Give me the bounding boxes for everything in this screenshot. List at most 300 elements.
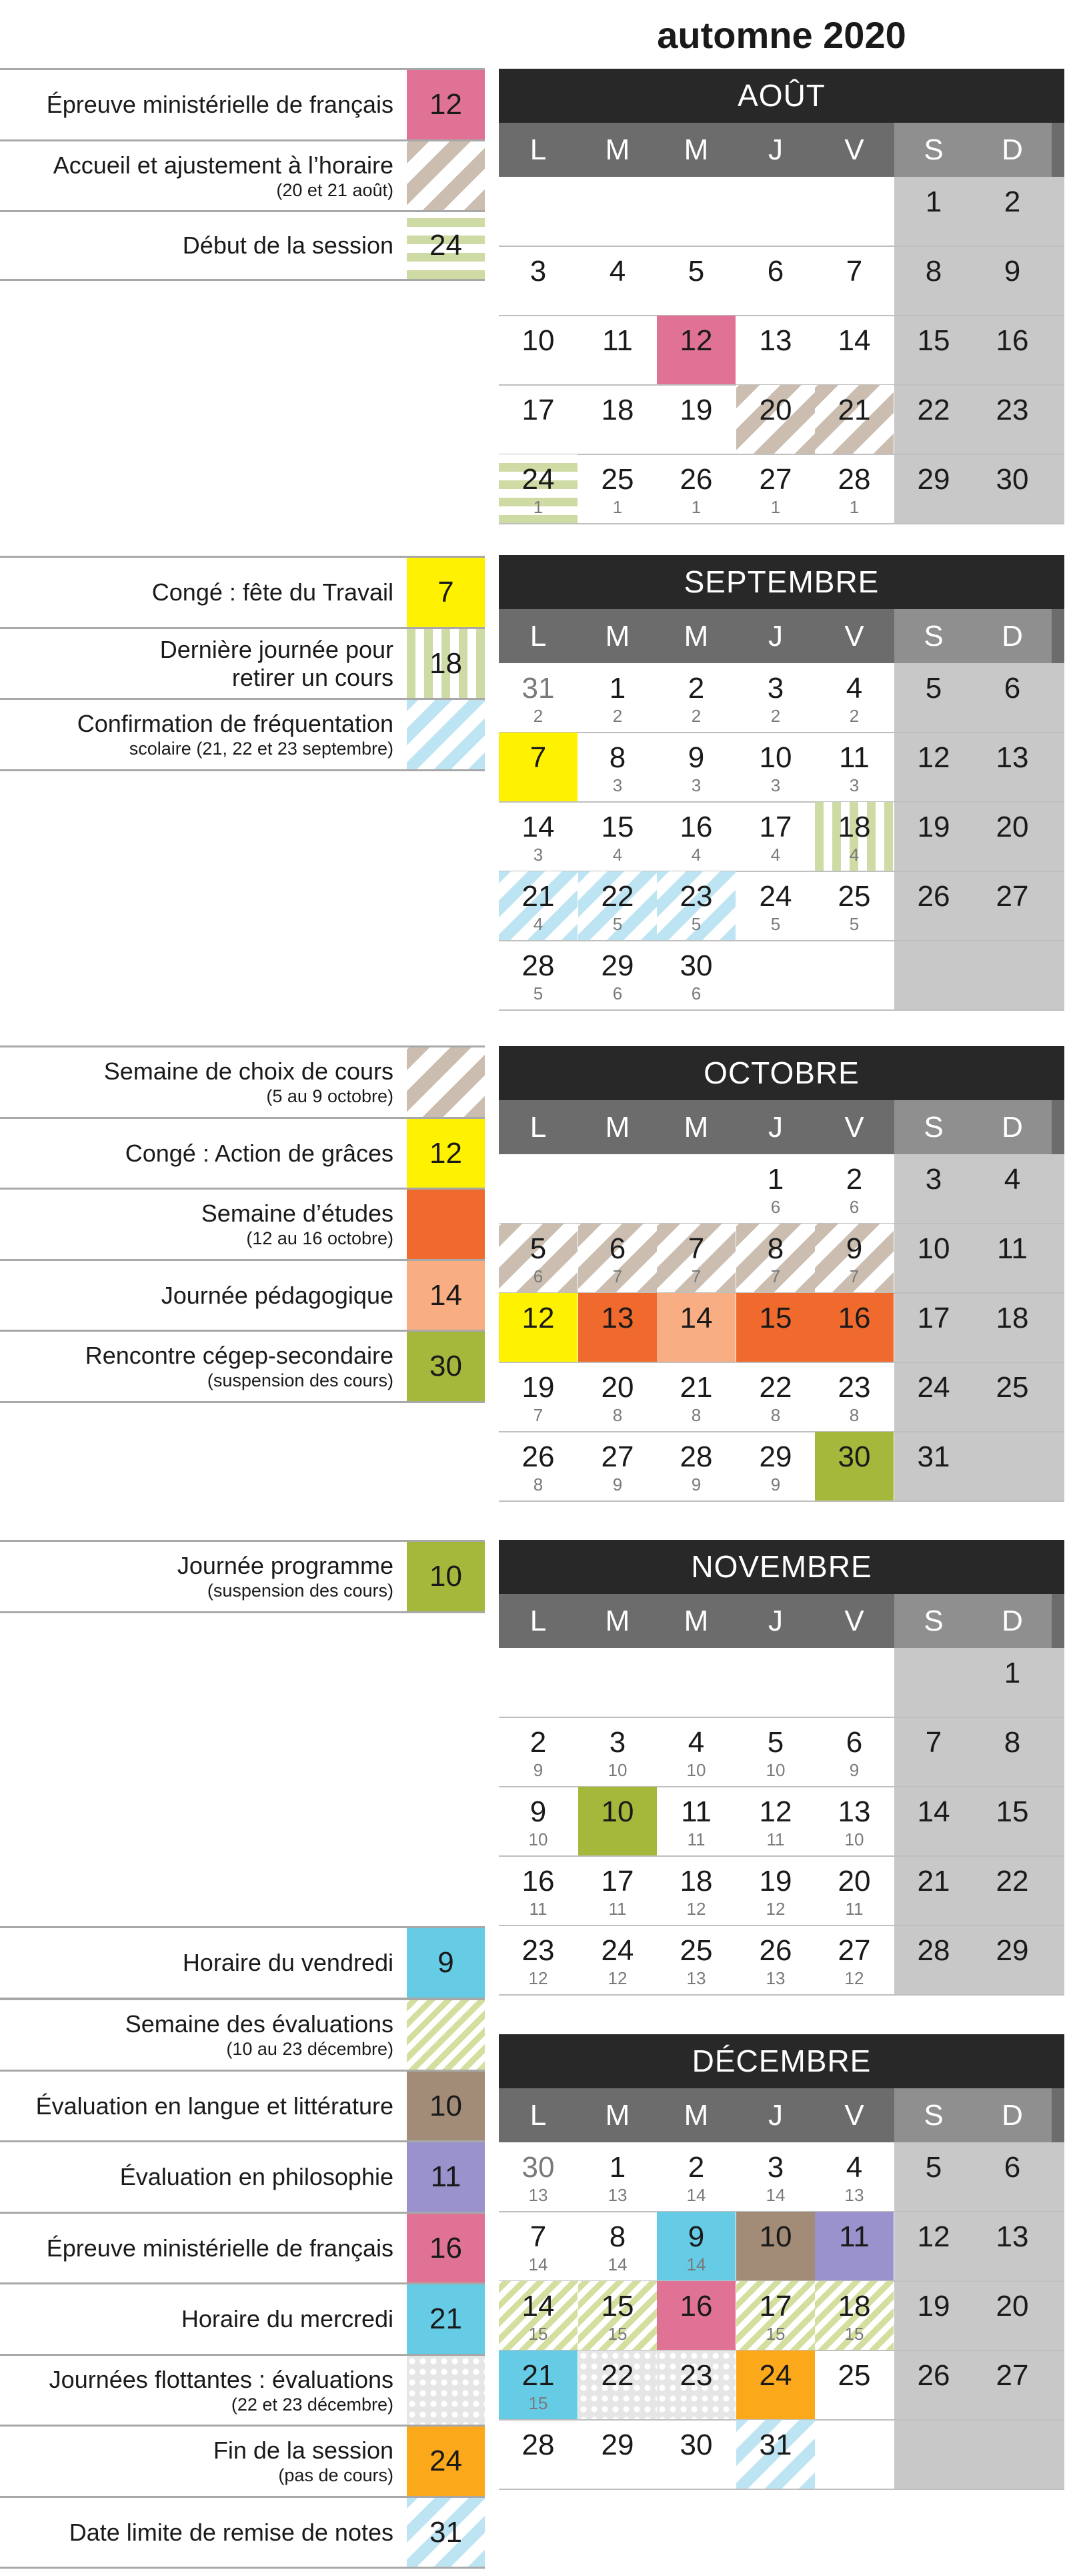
week-number: 1: [770, 497, 781, 517]
week-number: 15: [528, 2393, 548, 2413]
day-cell[interactable]: [578, 1362, 657, 1432]
day-cell[interactable]: [499, 246, 578, 316]
day-cell[interactable]: [578, 802, 657, 871]
day-number: 12: [917, 741, 950, 774]
legend-label-text: Rencontre cégep-secondaire: [85, 1342, 393, 1369]
day-cell[interactable]: [578, 1717, 657, 1787]
day-cell[interactable]: [973, 733, 1052, 802]
day-number: 23: [680, 880, 713, 913]
day-number: 7: [529, 2220, 547, 2253]
day-cell[interactable]: [578, 1925, 657, 1995]
legend-label: [0, 151, 393, 201]
week-number: 7: [691, 1266, 702, 1286]
day-number: 10: [917, 1232, 950, 1265]
week-number: 14: [766, 2185, 786, 2205]
week-number: 4: [533, 914, 544, 934]
day-cell[interactable]: [973, 2350, 1052, 2420]
day-cell[interactable]: [657, 663, 736, 733]
legend-swatch-beige: [407, 1047, 485, 1117]
legend-swatch-date: 12: [429, 88, 462, 121]
day-cell[interactable]: [499, 1856, 578, 1925]
day-number: 28: [521, 949, 555, 982]
day-cell[interactable]: [973, 2281, 1052, 2350]
day-number: 2: [688, 2151, 705, 2184]
day-cell[interactable]: [499, 1293, 578, 1362]
day-cell[interactable]: [499, 941, 578, 1010]
day-cell[interactable]: [657, 316, 736, 385]
day-number: 18: [680, 1865, 713, 1897]
day-cell[interactable]: [894, 2350, 973, 2420]
day-cell[interactable]: [973, 1224, 1052, 1293]
week-number: 11: [608, 1899, 627, 1919]
legend-divider: [0, 279, 485, 281]
week-number: 10: [528, 1829, 548, 1849]
legend-swatch-blue: [407, 2498, 485, 2567]
day-cell[interactable]: [736, 663, 815, 733]
legend-label-text: Journée pédagogique: [161, 1281, 393, 1309]
legend-label-text: Début de la session: [182, 232, 393, 259]
day-cell[interactable]: [973, 2212, 1052, 2281]
row-divider: [499, 523, 1064, 524]
week-number: 14: [528, 2254, 548, 2274]
day-number: 16: [838, 1302, 871, 1334]
day-cell[interactable]: [736, 246, 815, 316]
day-cell[interactable]: [815, 1154, 894, 1224]
week-number: 13: [844, 2185, 864, 2205]
day-cell[interactable]: [578, 246, 657, 316]
day-number: 24: [759, 880, 792, 913]
day-cell[interactable]: [815, 2281, 894, 2350]
legend-label: [0, 232, 393, 260]
day-cell[interactable]: [973, 1293, 1052, 1362]
legend-sublabel: (10 au 23 décembre): [226, 2039, 393, 2059]
day-number: 15: [996, 1795, 1029, 1828]
day-cell[interactable]: [657, 385, 736, 454]
weekday-label: V: [844, 620, 864, 653]
day-cell[interactable]: [894, 663, 973, 733]
week-number: 7: [849, 1266, 860, 1286]
day-cell[interactable]: [736, 802, 815, 871]
day-cell[interactable]: [736, 2212, 815, 2281]
day-number: 6: [1004, 2151, 1021, 2184]
day-number: 8: [925, 255, 942, 288]
day-cell[interactable]: [736, 871, 815, 941]
day-cell[interactable]: [736, 316, 815, 385]
day-cell[interactable]: [578, 1224, 657, 1293]
day-cell[interactable]: [815, 663, 894, 733]
day-number: 12: [759, 1795, 792, 1828]
day-cell[interactable]: [973, 246, 1052, 316]
weekday-label: S: [894, 609, 973, 663]
day-cell[interactable]: [736, 1432, 815, 1501]
day-cell[interactable]: [894, 733, 973, 802]
day-cell[interactable]: [894, 177, 973, 246]
day-cell[interactable]: [736, 1154, 815, 1224]
weekday-label: V: [844, 1111, 864, 1144]
day-cell[interactable]: [578, 871, 657, 941]
day-cell[interactable]: [736, 454, 815, 524]
day-cell[interactable]: [499, 385, 578, 454]
day-cell[interactable]: [894, 1856, 973, 1925]
week-number: 8: [770, 1405, 781, 1425]
day-cell[interactable]: [973, 1787, 1052, 1856]
day-number: 26: [917, 2359, 950, 2392]
day-cell[interactable]: [815, 1362, 894, 1432]
day-cell[interactable]: [578, 316, 657, 385]
weekday-label: D: [973, 1100, 1052, 1154]
day-number: 19: [917, 2290, 950, 2322]
day-number: 14: [917, 1795, 950, 1828]
week-number: 6: [691, 983, 702, 1003]
legend-swatch-beige: [407, 141, 485, 210]
legend-swatch-date: 14: [429, 1278, 462, 1312]
day-number: 18: [601, 394, 634, 426]
day-number: 4: [609, 255, 626, 288]
day-cell[interactable]: [815, 802, 894, 871]
weekday-label: M: [605, 1111, 630, 1144]
day-cell[interactable]: [657, 1224, 736, 1293]
day-cell[interactable]: [499, 663, 578, 733]
day-number: 1: [1004, 1657, 1021, 1689]
day-number: 11: [839, 741, 870, 774]
day-cell[interactable]: [657, 871, 736, 941]
day-cell[interactable]: [973, 1717, 1052, 1787]
legend-label-text: Semaine de choix de cours: [103, 1057, 393, 1085]
day-cell[interactable]: [894, 1224, 973, 1293]
day-cell[interactable]: [657, 941, 736, 1010]
day-cell[interactable]: [894, 871, 973, 941]
day-cell[interactable]: [736, 1224, 815, 1293]
day-cell[interactable]: [657, 2350, 736, 2420]
day-number: 4: [688, 1726, 705, 1759]
week-number: 10: [608, 1760, 628, 1780]
day-number: 16: [680, 811, 713, 843]
day-cell[interactable]: [894, 1293, 973, 1362]
day-number: 11: [681, 1795, 712, 1828]
weekday-label: M: [605, 620, 630, 653]
week-number: 7: [533, 1405, 544, 1425]
day-cell[interactable]: [657, 454, 736, 524]
legend-divider: [0, 1401, 485, 1403]
day-cell[interactable]: [657, 1925, 736, 1995]
day-number: 12: [917, 2220, 950, 2253]
day-cell[interactable]: [815, 1856, 894, 1925]
day-cell[interactable]: [578, 2281, 657, 2350]
legend-swatch-vgreen: [407, 629, 485, 698]
day-number: 22: [996, 1865, 1029, 1897]
day-cell[interactable]: [736, 1787, 815, 1856]
day-cell[interactable]: [657, 1362, 736, 1432]
day-cell[interactable]: [894, 1925, 973, 1995]
day-cell[interactable]: [894, 2281, 973, 2350]
day-cell[interactable]: [657, 1856, 736, 1925]
legend-sublabel: (suspension des cours): [207, 1581, 393, 1601]
day-cell[interactable]: [499, 316, 578, 385]
day-number: 24: [521, 463, 555, 496]
day-number: 5: [925, 672, 942, 705]
day-cell[interactable]: [499, 1432, 578, 1501]
day-number: 10: [601, 1795, 634, 1828]
day-cell[interactable]: [894, 1432, 973, 1501]
day-cell[interactable]: [973, 454, 1052, 524]
week-number: 6: [612, 983, 623, 1003]
day-number: 27: [759, 463, 792, 496]
day-cell[interactable]: [578, 2350, 657, 2420]
day-cell[interactable]: [973, 316, 1052, 385]
legend-swatch-date: 11: [430, 2160, 461, 2193]
weekday-label: J: [768, 1111, 783, 1144]
day-cell[interactable]: [736, 733, 815, 802]
day-cell[interactable]: [736, 2281, 815, 2350]
day-number: 1: [609, 2151, 626, 2184]
day-cell[interactable]: [973, 1154, 1052, 1224]
day-cell[interactable]: [499, 733, 578, 802]
day-cell[interactable]: [894, 802, 973, 871]
day-number: 30: [838, 1440, 871, 1473]
day-cell[interactable]: [657, 1432, 736, 1501]
legend-divider: [0, 2567, 485, 2569]
day-cell[interactable]: [815, 2350, 894, 2420]
day-cell[interactable]: [894, 2142, 973, 2212]
day-cell[interactable]: [815, 1717, 894, 1787]
day-number: 20: [838, 1865, 871, 1897]
legend-swatch-salmon: [407, 1261, 485, 1330]
day-cell[interactable]: [578, 385, 657, 454]
day-cell[interactable]: [973, 1362, 1052, 1432]
day-number: 6: [767, 255, 784, 288]
day-number: 13: [996, 741, 1029, 774]
day-cell[interactable]: [894, 1362, 973, 1432]
day-cell[interactable]: [578, 663, 657, 733]
day-number: 22: [917, 394, 950, 426]
day-number: 3: [609, 1726, 626, 1759]
day-cell[interactable]: [894, 1717, 973, 1787]
day-number: 10: [759, 741, 792, 774]
day-cell[interactable]: [657, 733, 736, 802]
week-number: 2: [533, 706, 544, 726]
week-number: 15: [608, 2324, 628, 2344]
day-cell[interactable]: [736, 1717, 815, 1787]
week-number: 11: [845, 1899, 864, 1919]
week-number: 13: [608, 2185, 628, 2205]
day-cell[interactable]: [894, 246, 973, 316]
weekday-row: [499, 1100, 1064, 1154]
day-cell[interactable]: [578, 1787, 657, 1856]
week-number: 11: [687, 1829, 706, 1849]
day-cell[interactable]: [894, 385, 973, 454]
day-cell[interactable]: [499, 1787, 578, 1856]
weekday-label: D: [973, 1594, 1052, 1648]
day-cell[interactable]: [815, 871, 894, 941]
legend-swatch-yellow: [407, 558, 485, 627]
day-cell[interactable]: [894, 316, 973, 385]
day-cell[interactable]: [499, 454, 578, 524]
day-cell[interactable]: [657, 1787, 736, 1856]
day-cell[interactable]: [657, 1293, 736, 1362]
day-cell[interactable]: [894, 454, 973, 524]
day-cell[interactable]: [894, 1154, 973, 1224]
day-number: 18: [838, 811, 871, 843]
day-cell[interactable]: [578, 733, 657, 802]
day-cell[interactable]: [973, 1856, 1052, 1925]
day-cell[interactable]: [499, 2281, 578, 2350]
day-number: 30: [680, 949, 713, 982]
day-cell[interactable]: [657, 2281, 736, 2350]
day-cell[interactable]: [657, 2212, 736, 2281]
weekday-label: L: [529, 133, 547, 166]
day-cell[interactable]: [499, 2420, 578, 2489]
day-number: 15: [759, 1302, 792, 1334]
legend-label: [0, 578, 393, 606]
legend-label: [0, 1057, 393, 1107]
weekday-label: M: [605, 1605, 630, 1637]
day-cell[interactable]: [657, 246, 736, 316]
week-number: 1: [533, 497, 544, 517]
weekday-label: M: [684, 1605, 709, 1637]
day-cell[interactable]: [499, 1717, 578, 1787]
day-number: 26: [759, 1934, 792, 1967]
legend-divider: [0, 1611, 485, 1613]
week-number: 2: [849, 706, 860, 726]
day-number: 26: [521, 1440, 555, 1473]
day-cell[interactable]: [499, 1362, 578, 1432]
day-cell[interactable]: [973, 385, 1052, 454]
legend-label: [0, 2163, 393, 2191]
day-cell[interactable]: [736, 1293, 815, 1362]
day-cell[interactable]: [815, 2142, 894, 2212]
day-cell[interactable]: [578, 2420, 657, 2489]
day-number: 17: [601, 1865, 634, 1897]
day-cell[interactable]: [499, 802, 578, 871]
day-cell[interactable]: [499, 2142, 578, 2212]
day-cell[interactable]: [657, 1717, 736, 1787]
day-cell[interactable]: [578, 454, 657, 524]
day-cell[interactable]: [973, 663, 1052, 733]
day-cell[interactable]: [736, 1856, 815, 1925]
day-cell[interactable]: [973, 1648, 1052, 1717]
legend-divider: [0, 769, 485, 771]
day-number: 31: [759, 2429, 792, 2461]
week-number: 5: [612, 914, 623, 934]
day-cell[interactable]: [578, 1856, 657, 1925]
day-number: 13: [601, 1302, 634, 1334]
legend-sublabel: scolaire (21, 22 et 23 septembre): [129, 739, 393, 759]
legend-label-text: Évaluation en philosophie: [119, 2163, 393, 2190]
legend-swatch-lgreen: [407, 2000, 485, 2070]
day-number: 7: [925, 1726, 942, 1759]
day-cell[interactable]: [973, 177, 1052, 246]
day-cell[interactable]: [499, 1925, 578, 1995]
legend-swatch-date: 24: [429, 2445, 462, 2477]
week-number: 13: [528, 2185, 548, 2205]
day-cell[interactable]: [736, 1925, 815, 1995]
day-cell[interactable]: [815, 1787, 894, 1856]
day-cell[interactable]: [736, 2142, 815, 2212]
day-cell[interactable]: [499, 2350, 578, 2420]
day-cell[interactable]: [578, 1432, 657, 1501]
legend-swatch-blue: [407, 700, 485, 769]
legend-label-text: Fin de la session: [213, 2437, 393, 2464]
day-cell[interactable]: [736, 2350, 815, 2420]
day-number: 1: [767, 1163, 784, 1196]
day-cell[interactable]: [499, 2212, 578, 2281]
day-cell[interactable]: [578, 1293, 657, 1362]
day-cell[interactable]: [736, 1362, 815, 1432]
day-cell[interactable]: [815, 316, 894, 385]
day-cell[interactable]: [815, 1925, 894, 1995]
day-cell[interactable]: [657, 2420, 736, 2489]
week-number: 6: [770, 1197, 781, 1217]
day-number: 4: [846, 672, 863, 705]
day-number: 16: [521, 1865, 555, 1897]
legend-label: [0, 2234, 393, 2262]
day-cell[interactable]: [973, 2142, 1052, 2212]
legend-label: [0, 91, 393, 119]
day-cell[interactable]: [815, 1293, 894, 1362]
day-cell[interactable]: [815, 454, 894, 524]
day-number: 14: [838, 324, 871, 357]
day-cell[interactable]: [578, 941, 657, 1010]
day-cell[interactable]: [894, 1787, 973, 1856]
weekday-label: L: [529, 1605, 547, 1637]
week-number: 4: [691, 845, 702, 865]
day-number: 3: [767, 2151, 784, 2184]
day-number: 5: [688, 255, 705, 288]
day-number: 22: [601, 2359, 634, 2392]
day-cell[interactable]: [657, 802, 736, 871]
day-cell[interactable]: [973, 1925, 1052, 1995]
day-cell[interactable]: [973, 871, 1052, 941]
weekday-label: V: [844, 2099, 864, 2132]
day-number: 20: [759, 394, 792, 426]
legend-label-text: Horaire du mercredi: [181, 2305, 393, 2332]
day-number: 25: [838, 2359, 871, 2392]
week-number: 5: [770, 914, 781, 934]
day-cell[interactable]: [499, 1224, 578, 1293]
day-number: 24: [759, 2359, 792, 2392]
day-cell[interactable]: [736, 385, 815, 454]
legend-label: [0, 2366, 393, 2415]
legend-label: [0, 1949, 393, 1977]
day-cell[interactable]: [973, 802, 1052, 871]
day-cell[interactable]: [578, 2212, 657, 2281]
day-cell[interactable]: [815, 1224, 894, 1293]
week-number: 12: [528, 1968, 548, 1988]
week-number: 4: [849, 845, 860, 865]
day-cell[interactable]: [815, 246, 894, 316]
day-cell[interactable]: [894, 2212, 973, 2281]
week-number: 14: [686, 2254, 706, 2274]
day-cell[interactable]: [815, 733, 894, 802]
day-cell[interactable]: [815, 385, 894, 454]
legend-label-text: Horaire du vendredi: [182, 1949, 393, 1976]
legend-swatch-date: 21: [429, 2302, 462, 2335]
day-number: 8: [767, 1232, 784, 1265]
row-divider: [499, 1500, 1064, 1502]
day-cell[interactable]: [736, 2420, 815, 2489]
day-cell[interactable]: [499, 871, 578, 941]
week-number: 15: [844, 2324, 864, 2344]
day-number: 11: [602, 324, 633, 357]
day-cell[interactable]: [815, 1432, 894, 1501]
legend-label: [0, 2519, 393, 2547]
day-number: 1: [925, 185, 942, 218]
day-cell[interactable]: [657, 2142, 736, 2212]
legend-swatch-date: 7: [437, 576, 454, 608]
day-cell[interactable]: [578, 2142, 657, 2212]
day-cell[interactable]: [815, 2212, 894, 2281]
legend-swatch-dots: [407, 2356, 485, 2425]
